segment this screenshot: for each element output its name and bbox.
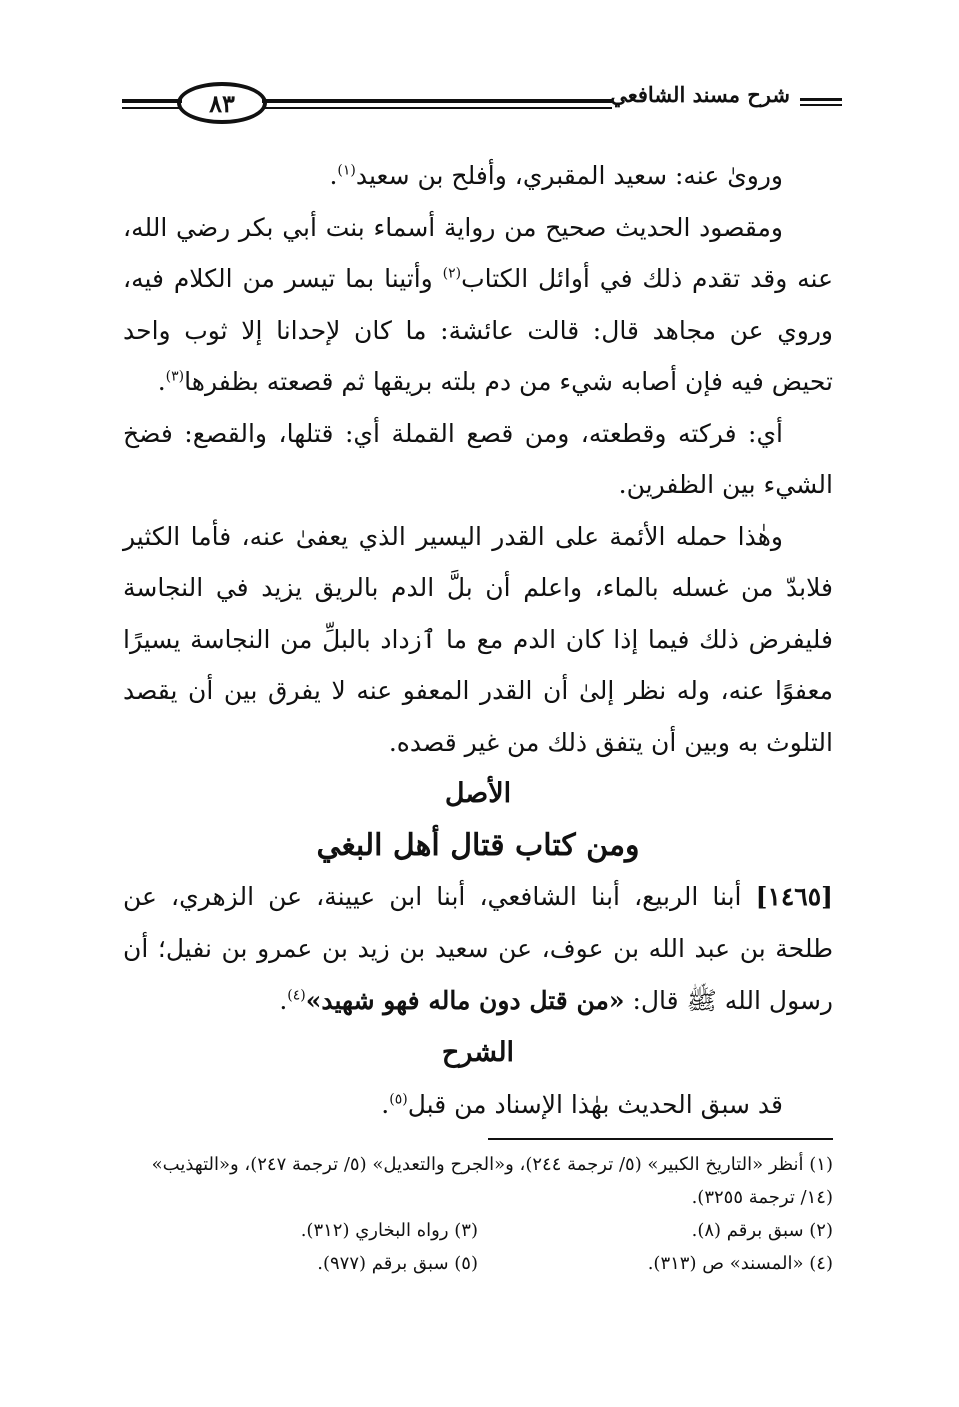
heading-asl: الأصل (444, 778, 512, 809)
paragraph-text: ومقصود الحديث صحيح من رواية أسماء بنت أبي بكر رضي الله، عنه وقد تقدم ذلك في أوائل الكتاب (123, 212, 833, 293)
footnote-5: (٥) سبق برقم (٩٧٧). (317, 1253, 478, 1274)
heading-sharh: الشرح (441, 1037, 515, 1068)
page-number (177, 82, 267, 124)
running-header (122, 70, 842, 130)
footnote-1: (١) أنظر «التاريخ الكبير» (٥/ ترجمة ٢٤٤)، و«الجرح والتعديل» (٥/ ترجمة ٢٤٧)، و«التهذيب» (١٤/ ترجمة ٣٢٥٥). (151, 1154, 833, 1208)
header-rule (262, 99, 612, 103)
footnote-row (123, 1214, 833, 1247)
running-title: شرح مسند الشافعي (610, 82, 790, 107)
narration: [١٤٦٥] أبنا الربيع، أبنا الشافعي، أبنا ابن عيينة، عن الزهري، عن طلحة بن عبد الله بن عوف، عن سعيد بن زيد بن عمرو بن نفيل؛ أن رسول الله ﷺ قال: «من قتل دون ماله فهو شهيد»$^{(٤)}$. (123, 882, 833, 1015)
commentary: قد سبق الحديث بهٰذا الإسناد من قبل$^{(٥)}$. (381, 1089, 783, 1119)
paragraph-text: ورویٰ عنه: سعيد المقبري، وأفلح بن سعيد (355, 161, 783, 190)
header-ornament-dash (800, 98, 842, 106)
main-text (123, 150, 833, 1130)
footnote-ref: (١) (337, 162, 356, 179)
footnote-ref: (٣) (165, 368, 185, 385)
footnote-3: (٣) رواه البخاري (٣١٢). (300, 1220, 478, 1241)
footnotes (123, 1148, 833, 1280)
heading-chapter: ومن كتاب قتال أهل البغي (316, 827, 640, 863)
footnote-ref: (٤) (287, 987, 306, 1004)
footnote-separator (488, 1138, 833, 1140)
footnote-row (123, 1247, 833, 1280)
commentary-text: قد سبق الحديث بهٰذا الإسناد من قبل (407, 1089, 783, 1119)
page-number-text: ٨٣ (209, 88, 235, 118)
paragraph-narrators: ورویٰ عنه: سعيد المقبري، وأفلح بن سعيد$^{(١)}$. (329, 161, 783, 190)
footnote-ref: (٢) (442, 265, 462, 282)
footnote-2: (٢) سبق برقم (٨). (691, 1220, 833, 1241)
paragraph-gloss: أي: فركته وقطعته، ومن قصع القملة أي: قتلها، والقصع: فضخ الشيء بين الظفرين. (123, 418, 833, 499)
narration-text: أبنا الربيع، أبنا الشافعي، أبنا ابن عيينة، عن الزهري، عن طلحة بن عبد الله بن عوف، عن سعيد بن زيد بن عمرو بن نفيل؛ أن رسول الله ﷺ قال: (123, 882, 833, 1015)
paragraph-ruling: وهٰذا حمله الأئمة على القدر اليسير الذي يعفىٰ عنه، فأما الكثير فلابدّ من غسله بالماء، واعلم أن بلَّ الدم بالريق يزيد في النجاسة فليفرض ذلك فيما إذا كان الدم مع ما ٱزداد بالبلِّ من النجاسة يسيرًا معفوًا عنه، وله نظر إلىٰ أن القدر المعفو عنه لا يفرق بين أن يقصد التلوث به وبين أن يتفق ذلك من غير قصده. (123, 521, 833, 757)
paragraph-text: وأتينا بما تيسر من الكلام فيه، وروي عن مجاهد قال: قالت عائشة: ما كان لإحدانا إلا ثوب واحد تحيض فيه فإن أصابه شيء من دم بلته بريقها ثم قصعته بظفرها (123, 264, 833, 396)
narration-number: [١٤٦٥] (755, 882, 833, 911)
narration-quote: «من قتل دون ماله فهو شهيد» (305, 986, 625, 1015)
paragraph-hadith-intent: ومقصود الحديث صحيح من رواية أسماء بنت أبي بكر رضي الله، عنه وقد تقدم ذلك في أوائل الكتاب$^{(٢)}$ وأتينا بما تيسر من الكلام فيه، وروي عن مجاهد قال: قالت عائشة: ما كان لإحدانا إلا ثوب واحد تحيض فيه فإن أصابه شيء من دم بلته بريقها ثم قصعته بظفرها$^{(٣)}$. (123, 212, 833, 396)
footnote-4: (٤) «المسند» ص (٣١٣). (647, 1253, 833, 1274)
header-rule-thin (262, 107, 612, 109)
footnote-ref: (٥) (389, 1091, 408, 1108)
header-rule-left (122, 99, 182, 103)
header-rule-left-thin (122, 107, 182, 109)
